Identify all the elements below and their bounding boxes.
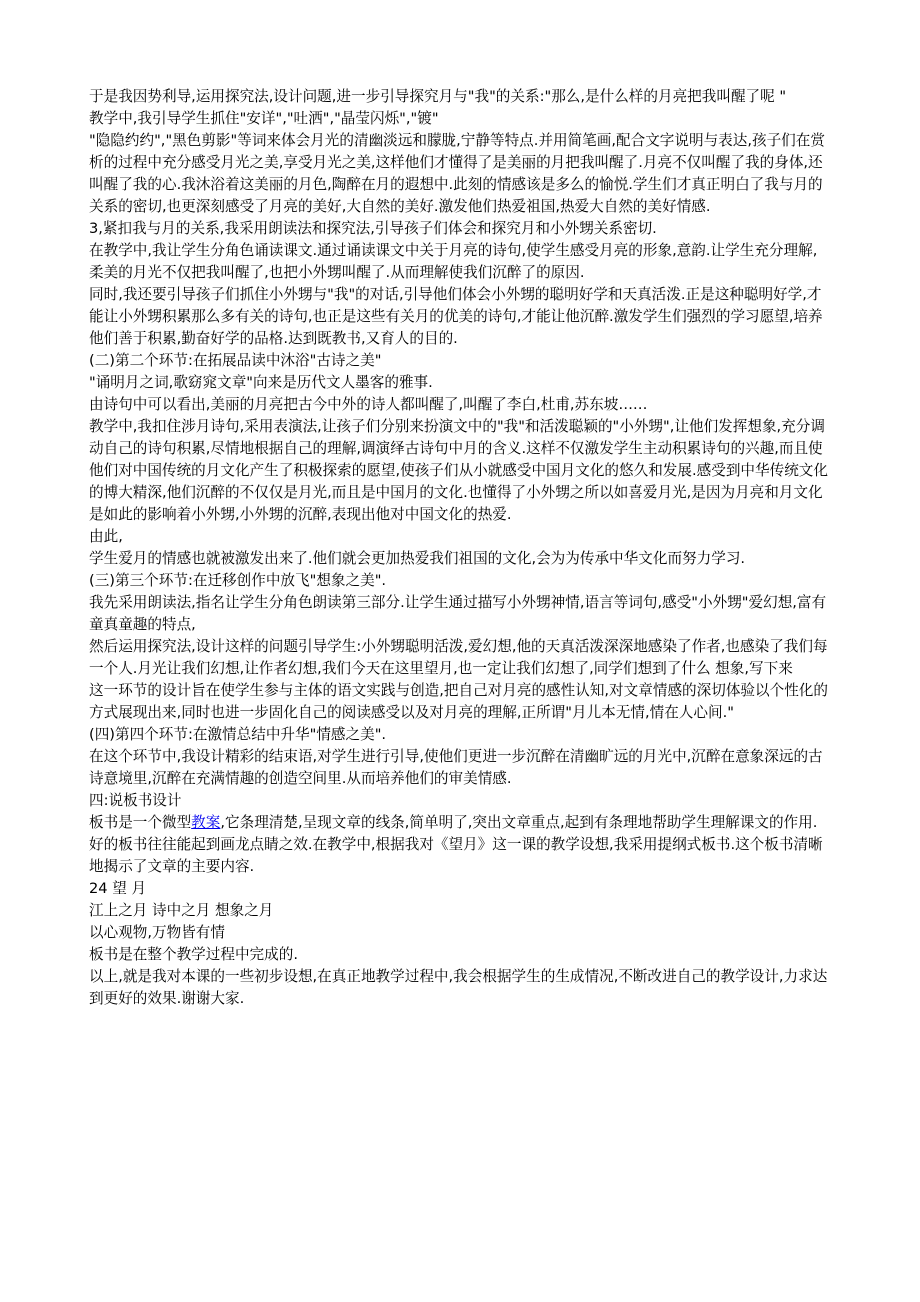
paragraph: 然后运用探究法,设计这样的问题引导学生:小外甥聪明活泼,爱幻想,他的天真活泼深深地感染了作者,也感染了我们每一个人.月光让我们幻想,让作者幻想,我们今天在这里望月,也一定让我们幻想了,同学们想到了什么 想象,写下来 xyxy=(89,638,828,677)
document-body xyxy=(89,86,829,1010)
lesson-plan-link[interactable]: 教案 xyxy=(191,814,221,831)
paragraph: 由此, xyxy=(89,528,123,545)
paragraph: 由诗句中可以看出,美丽的月亮把古今中外的诗人都叫醒了,叫醒了李白,杜甫,苏东坡…… xyxy=(89,396,648,413)
paragraph: 在教学中,我让学生分角色诵读课文.通过诵读课文中关于月亮的诗句,使学生感受月亮的形象,意韵.让学生充分理解,柔美的月光不仅把我叫醒了,也把小外甥叫醒了.从而理解使我们沉醉了的原因. xyxy=(89,242,818,281)
paragraph: "隐隐约约","黑色剪影"等词来体会月光的清幽淡远和朦胧,宁静等特点.并用简笔画,配合文字说明与表达,孩子们在赏析的过程中充分感受月光之美,享受月光之美,这样他们才懂得了是美丽的月把我叫醒了.月亮不仅叫醒了我的身体,还叫醒了我的心.我沐浴着这美丽的月色,陶醉在月的遐想中.此刻的情感该是多么的愉悦.学生们才真正明白了我与月的关系的密切,也更深刻感受了月亮的美好,大自然的美好.激发他们热爱祖国,热爱大自然的美好情感. xyxy=(89,132,825,215)
board-title: 24 望 月 xyxy=(89,880,147,897)
board-line: 江上之月 诗中之月 想象之月 xyxy=(89,902,274,919)
paragraph: 在这个环节中,我设计精彩的结束语,对学生进行引导,使他们更进一步沉醉在清幽旷远的月光中,沉醉在意象深远的古诗意境里,沉醉在充满情趣的创造空间里.从而培养他们的审美情感. xyxy=(89,748,823,787)
numbered-point-3: 3,紧扣我与月的关系,我采用朗读法和探究法,引导孩子们体会和探究月和小外甥关系密切. xyxy=(89,220,657,237)
board-line: 以心观物,万物皆有情 xyxy=(89,924,225,941)
section-heading-board-design: 四:说板书设计 xyxy=(89,792,182,809)
paragraph: 我先采用朗读法,指名让学生分角色朗读第三部分.让学生通过描写小外甥神情,语言等词句,感受"小外甥"爱幻想,富有童真童趣的特点, xyxy=(89,594,827,633)
paragraph-text: 板书是一个微型 xyxy=(89,814,192,831)
paragraph: 这一环节的设计旨在使学生参与主体的语文实践与创造,把自己对月亮的感性认知,对文章情感的深切体验以个性化的方式展现出来,同时也进一步固化自己的阅读感受以及对月亮的理解,正所谓"月儿本无情,情在人心间." xyxy=(89,682,828,721)
closing-paragraph: 以上,就是我对本课的一些初步设想,在真正地教学过程中,我会根据学生的生成情况,不断改进自己的教学设计,力求达到更好的效果.谢谢大家. xyxy=(89,968,828,1007)
section-heading-4: (四)第四个环节:在激情总结中升华"情感之美". xyxy=(89,726,387,743)
paragraph: "诵明月之词,歌窈窕文章"向来是历代文人墨客的雅事. xyxy=(89,374,433,391)
paragraph: 板书是在整个教学过程中完成的. xyxy=(89,946,298,963)
paragraph: 同时,我还要引导孩子们抓住小外甥与"我"的对话,引导他们体会小外甥的聪明好学和天真活泼.正是这种聪明好学,才能让小外甥积累那么多有关的诗句,也正是这些有关月的优美的诗句,才能让他沉醉.激发学生们强烈的学习愿望,培养他们善于积累,勤奋好学的品格.达到既教书,又育人的目的. xyxy=(89,286,823,347)
paragraph-text: ,它条理清楚,呈现文章的线条,简单明了,突出文章重点,起到有条理地帮助学生理解课文的作用.好的板书往往能起到画龙点睛之效.在教学中,根据我对《望月》这一课的教学设想,我采用提纲式板书.这个板书清晰地揭示了文章的主要内容. xyxy=(89,814,823,875)
paragraph: 教学中,我引导学生抓住"安详","吐洒","晶莹闪烁","镀" xyxy=(89,110,439,127)
paragraph: 教学中,我扣住涉月诗句,采用表演法,让孩子们分别来扮演文中的"我"和活泼聪颖的"小外甥",让他们发挥想象,充分调动自己的诗句积累,尽情地根据自己的理解,调演绎古诗句中月的含义.这样不仅激发学生主动积累诗句的兴趣,而且使他们对中国传统的月文化产生了积极探索的愿望,使孩子们从小就感受中国月文化的悠久和发展.感受到中华传统文化的博大精深,他们沉醉的不仅仅是月光,而且是中国月的文化.也懂得了小外甥之所以如喜爱月光,是因为月亮和月文化是如此的影响着小外甥,小外甥的沉醉,表现出他对中国文化的热爱. xyxy=(89,418,828,523)
paragraph: 学生爱月的情感也就被激发出来了.他们就会更加热爱我们祖国的文化,会为为传承中华文化而努力学习. xyxy=(89,550,746,567)
paragraph xyxy=(89,812,829,878)
paragraph: 于是我因势利导,运用探究法,设计问题,进一步引导探究月与"我"的关系:"那么,是什么样的月亮把我叫醒了呢 " xyxy=(89,88,787,105)
section-heading-2: (二)第二个环节:在拓展品读中沐浴"古诗之美" xyxy=(89,352,382,369)
section-heading-3: (三)第三个环节:在迁移创作中放飞"想象之美". xyxy=(89,572,387,589)
